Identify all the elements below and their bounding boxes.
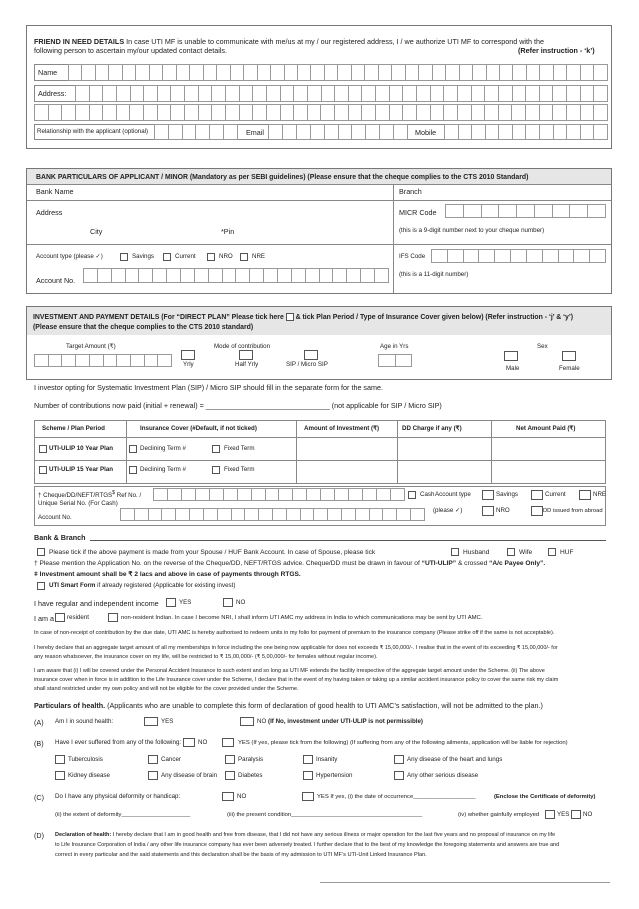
mobile-field[interactable] (444, 124, 608, 140)
c-index: (C) (34, 793, 44, 802)
address-field-2[interactable] (34, 104, 608, 121)
regular-income-label: I have regular and independent income (34, 599, 159, 608)
huf-label: HUF (560, 549, 574, 556)
plan10-checkbox[interactable] (39, 445, 47, 453)
rtgs-text: ǂ Investment amount shall be ₹ 2 lacs and above in case of payments through RTGS. (34, 571, 301, 578)
declining-10-checkbox[interactable] (129, 445, 137, 453)
col-dd-charge: DD Charge if any (₹) (402, 425, 462, 432)
nre-checkbox[interactable] (240, 253, 248, 261)
direct-plan-checkbox[interactable] (286, 313, 294, 321)
ill-kidney-checkbox[interactable] (55, 771, 65, 780)
cash-label: Cash (420, 491, 435, 498)
half-yrly-label: Half Yrly (235, 361, 259, 368)
a-yes-checkbox[interactable] (144, 717, 158, 726)
smart-form-checkbox[interactable] (37, 582, 45, 590)
ill-paralysis-label: Paralysis (238, 756, 264, 763)
c-extent: (ii) the extent of deformity_____________________ (55, 812, 191, 818)
c-no-label: NO (237, 793, 247, 800)
account-no-label: Account No. (36, 276, 76, 285)
sip-checkbox[interactable] (304, 350, 318, 360)
pa-text-3: shall stand restricted under my own policy and will not be eligible for the cover provided under the Scheme. (34, 686, 299, 692)
contributions-line: Number of contributions now paid (initial + renewal) = _______________________________ (not applicable for SIP / Micro SIP) (34, 401, 442, 410)
bank-name-label: Bank Name (36, 187, 74, 196)
col-net: Net Amount Paid (₹) (516, 425, 576, 432)
ill-diabetes-label: Diabetes (238, 772, 263, 779)
wife-label: Wife (519, 549, 533, 556)
nri-text: non-resident Indian. In case I become NRI, I shall inform UTI AMC my address in India to which communications may be sent by UTI AMC. (121, 615, 483, 621)
cheque-label: † Cheque/DD/NEFT/RTGS$ Ref No. / (38, 490, 142, 500)
pay-savings-checkbox[interactable] (482, 490, 494, 500)
b-index: (B) (34, 739, 44, 748)
male-label: Male (506, 365, 520, 372)
sip-label: SIP / Micro SIP (286, 361, 328, 368)
micr-note: (this is a 9-digit number next to your cheque number) (399, 227, 545, 234)
fixed-10-label: Fixed Term (224, 445, 255, 452)
nonreceipt-text: In case of non-receipt of contribution by the due date, UTI AMC is hereby authorised to redeem units in my folio for payment of premium to the insurance company (Please strike off if the same is not acceptable). (34, 630, 555, 636)
bank-branch-label: Bank & Branch (34, 533, 86, 542)
pa-text-1: I am aware that (i) I will be covered under the Personal Accident Insurance to such extent and so long as UTI MF extends the facility irrespective of the aggregate target amount under the Scheme. (ii) The above (34, 668, 545, 674)
address-label: Address: (38, 89, 67, 98)
email-label: Email (246, 128, 264, 137)
account-no-field[interactable] (83, 268, 389, 283)
invest-heading-2: (Please ensure that the cheque complies to the CTS 2010 standard) (33, 324, 254, 331)
d-text-2: to Life Insurance Corporation of India / any other life insurance company has ever been adversely treated. I further declare that to the best of my knowledge the foregoing statements and answers are true and (55, 842, 560, 848)
ill-hypertension-checkbox[interactable] (303, 771, 313, 780)
employed-no-label: NO (583, 811, 593, 818)
c-certificate: (Enclose the Certificate of deformity) (494, 794, 596, 800)
savings-label: Savings (132, 253, 155, 260)
email-field[interactable] (268, 124, 408, 140)
current-label: Current (175, 253, 196, 260)
plan10-label: UTI-ULIP 10 Year Plan (49, 445, 114, 452)
ill-other-label: Any other serious disease (407, 772, 479, 779)
ill-tb-checkbox[interactable] (55, 755, 65, 764)
branch-label: Branch (399, 187, 422, 196)
ill-cancer-checkbox[interactable] (148, 755, 158, 764)
pay-current-label: Current (545, 491, 566, 498)
account-type-label: Account type (please ✓) (36, 253, 103, 260)
savings-checkbox[interactable] (120, 253, 128, 261)
income-yes-label: YES (179, 599, 192, 606)
friend-text: following person to ascertain my/our updated contact details. (34, 46, 227, 55)
pay-account-no-field[interactable] (120, 508, 425, 521)
age-label: Age in Yrs (380, 343, 409, 350)
invest-heading: INVESTMENT AND PAYMENT DETAILS (For “DIRECT PLAN” Please tick here & tick Plan Period / Type of Insurance Cover given below) (Refer instruction - ‘j’ & ‘y’) (33, 313, 574, 321)
a-no-label: NO (If No, investment under UTI-ULIP is not permissible) (257, 718, 423, 725)
dd-abroad-checkbox[interactable] (531, 506, 543, 516)
ill-other-checkbox[interactable] (394, 771, 404, 780)
cheque-label-2: Unique Serial No. (For Cash) (38, 500, 118, 507)
mode-label: Mode of contribution (214, 343, 271, 350)
nre-label: NRE (252, 253, 266, 260)
bank-address-label: Address (36, 208, 63, 217)
iam-label: I am a (34, 614, 54, 623)
aggregate-text-2: any reason whatsoever, the insurance cover on my life, will be restricted to ₹ 15,00,000/- (₹ 5,00,000/- for females without regular income). (34, 654, 378, 660)
pay-nre-label: NRE (593, 491, 607, 498)
mobile-label: Mobile (415, 128, 437, 137)
relationship-label: Relationship with the applicant (optional) (37, 128, 149, 135)
ill-cancer-label: Cancer (161, 756, 181, 763)
fixed-10-checkbox[interactable] (212, 445, 220, 453)
mention-text: † Please mention the Application No. on the reverse of the Cheque/DD, NEFT/RTGS advice. Cheque/DD must be drawn in favour of “UTI-ULIP” & crossed “A/c Payee Only”. (34, 560, 546, 567)
ill-brain-label: Any disease of brain (161, 772, 218, 779)
pay-account-type-label: Account type (435, 491, 471, 498)
resident-label: resident (67, 614, 90, 621)
ifs-field[interactable] (431, 249, 606, 263)
b-no-checkbox[interactable] (183, 738, 195, 747)
spouse-checkbox[interactable] (37, 548, 45, 556)
spouse-text: Please tick if the above payment is made from your Spouse / HUF Bank Account. In case of Spouse, please tick (49, 549, 376, 556)
pay-current-checkbox[interactable] (531, 490, 543, 500)
yrly-checkbox[interactable] (181, 350, 195, 360)
name-label: Name (38, 68, 58, 77)
plan15-label: UTI-ULIP 15 Year Plan (49, 466, 114, 473)
ill-heart-checkbox[interactable] (394, 755, 404, 764)
target-amount-field[interactable] (34, 354, 172, 367)
ifs-note: (this is a 11-digit number) (399, 271, 469, 278)
sip-instruction: I investor opting for Systematic Investment Plan (SIP) / Micro SIP should fill in the separate form for the same. (34, 383, 384, 392)
female-label: Female (559, 365, 580, 372)
d-index: (D) (34, 831, 44, 840)
employed-yes-checkbox[interactable] (545, 810, 555, 819)
ill-insanity-checkbox[interactable] (303, 755, 313, 764)
c-condition: (iii) the present condition________________________________________ (227, 812, 423, 818)
b-yes-checkbox[interactable] (222, 738, 234, 747)
a-question: Am I in sound health: (55, 718, 114, 725)
ill-brain-checkbox[interactable] (148, 771, 158, 780)
dd-abroad-label: DD issued from abroad (543, 508, 603, 514)
female-checkbox[interactable] (562, 351, 576, 361)
wife-checkbox[interactable] (507, 548, 515, 556)
ifs-label: IFS Code (399, 253, 426, 260)
nro-label: NRO (219, 253, 233, 260)
footer-line (320, 882, 610, 883)
ill-diabetes-checkbox[interactable] (225, 771, 235, 780)
c-question: Do I have any physical deformity or handicap: (55, 793, 181, 800)
friend-heading: FRIEND IN NEED DETAILS In case UTI MF is unable to communicate with me/us at my / our registered address, I / we authorize UTI MF to correspond with the (34, 37, 544, 46)
half-yrly-checkbox[interactable] (239, 350, 253, 360)
health-heading: Particulars of health. (Applicants who are unable to complete this form of declaration of good health to UTI AMC’s satisfaction, will not be admitted to the plan.) (34, 701, 543, 710)
pay-please-label: (please ✓) (433, 507, 463, 514)
ill-insanity-label: Insanity (316, 756, 338, 763)
b-yes-label: YES (If yes, please tick from the following) (If suffering from any of the following ailments, application will be liable for rejection) (238, 740, 568, 746)
smart-form-text: UTI Smart Form if already registered (Applicable for existing invest) (49, 582, 236, 589)
fixed-15-checkbox[interactable] (212, 466, 220, 474)
employed-yes-label: YES (557, 811, 570, 818)
d-text-3: correct in every particular and the said statements and this declaration shall be the basis of my admission to UTI MF’s UTI-Unit Linked Insurance Plan. (55, 852, 427, 858)
bank-heading: BANK PARTICULARS OF APPLICANT / MINOR (Mandatory as per SEBI guidelines) (Please ensure that the cheque complies to the CTS 2010 Standard) (36, 174, 529, 181)
relationship-field[interactable] (154, 124, 238, 140)
male-checkbox[interactable] (504, 351, 518, 361)
b-no-label: NO (198, 739, 208, 746)
pay-account-no-label: Account No. (38, 514, 72, 521)
bank-branch-field[interactable] (90, 540, 606, 541)
pay-nro-checkbox[interactable] (482, 506, 494, 516)
pay-savings-label: Savings (496, 491, 519, 498)
husband-label: Husband (463, 549, 490, 556)
income-no-checkbox[interactable] (223, 598, 233, 607)
declining-15-checkbox[interactable] (129, 466, 137, 474)
aggregate-text-1: I hereby declare that an aggregate target amount of all my memberships in force including the one being now applicable for does not exceeds ₹ 15,00,000/-. I realise that in the event of its exceeding ₹ 15,00,000/- for (34, 645, 558, 651)
declining-10-label: Declining Term # (140, 445, 186, 452)
husband-checkbox[interactable] (451, 548, 459, 556)
income-yes-checkbox[interactable] (166, 598, 176, 607)
plan15-checkbox[interactable] (39, 466, 47, 474)
city-label: City (90, 227, 103, 236)
ill-kidney-label: Kidney disease (68, 772, 110, 779)
a-no-checkbox[interactable] (240, 717, 254, 726)
c-no-checkbox[interactable] (222, 792, 234, 801)
sex-label: Sex (537, 343, 548, 350)
b-question: Have I ever suffered from any of the following: (55, 739, 182, 746)
yrly-label: Yrly (183, 361, 194, 368)
income-no-label: NO (236, 599, 246, 606)
micr-label: MICR Code (399, 208, 437, 217)
ill-paralysis-checkbox[interactable] (225, 755, 235, 764)
d-text-1: Declaration of health: I hereby declare that I am in good health and free from disease, that I did not have any serious illness or major operation for the last five years and no proposal of insurance on my life (55, 832, 556, 838)
ill-hypertension-label: Hypertension (316, 772, 353, 779)
col-insurance: Insurance Cover (#Default, if not ticked) (140, 425, 257, 432)
micr-field[interactable] (445, 204, 606, 218)
col-scheme: Scheme / Plan Period (42, 425, 105, 432)
c-yes-checkbox[interactable] (302, 792, 314, 801)
c-employed: (iv) whether gainfully employed (458, 812, 540, 818)
age-field[interactable] (378, 354, 412, 367)
resident-checkbox[interactable] (55, 613, 65, 622)
declining-15-label: Declining Term # (140, 466, 186, 473)
fixed-15-label: Fixed Term (224, 466, 255, 473)
address-field[interactable] (75, 85, 608, 102)
col-amount: Amount of Investment (₹) (304, 425, 380, 432)
c-yes-label: YES If yes, (i) the date of occurrence___________________ (317, 794, 476, 800)
friend-ref: (Refer instruction - ‘k’) (518, 46, 595, 55)
a-index: (A) (34, 718, 44, 727)
pay-nro-label: NRO (496, 507, 510, 514)
huf-checkbox[interactable] (548, 548, 556, 556)
cash-checkbox[interactable] (408, 491, 416, 499)
employed-no-checkbox[interactable] (571, 810, 581, 819)
pa-text-2: insurance cover when in force is in addition to the Life Insurance cover under the Scheme, I declare that in the event of my having taken or taking up a similar accident insurance policy to cover the same risk my claim (34, 677, 559, 683)
pin-label: *Pin (221, 227, 235, 236)
cheque-no-field[interactable] (153, 488, 405, 501)
name-field[interactable] (68, 64, 608, 81)
pay-nre-checkbox[interactable] (579, 490, 591, 500)
nri-checkbox[interactable] (108, 613, 118, 622)
nro-checkbox[interactable] (207, 253, 215, 261)
ill-heart-label: Any disease of the heart and lungs (407, 756, 503, 763)
ill-tb-label: Tuberculosis (68, 756, 103, 763)
current-checkbox[interactable] (163, 253, 171, 261)
a-yes-label: YES (161, 718, 174, 725)
target-amount-label: Target Amount (₹) (66, 343, 116, 350)
